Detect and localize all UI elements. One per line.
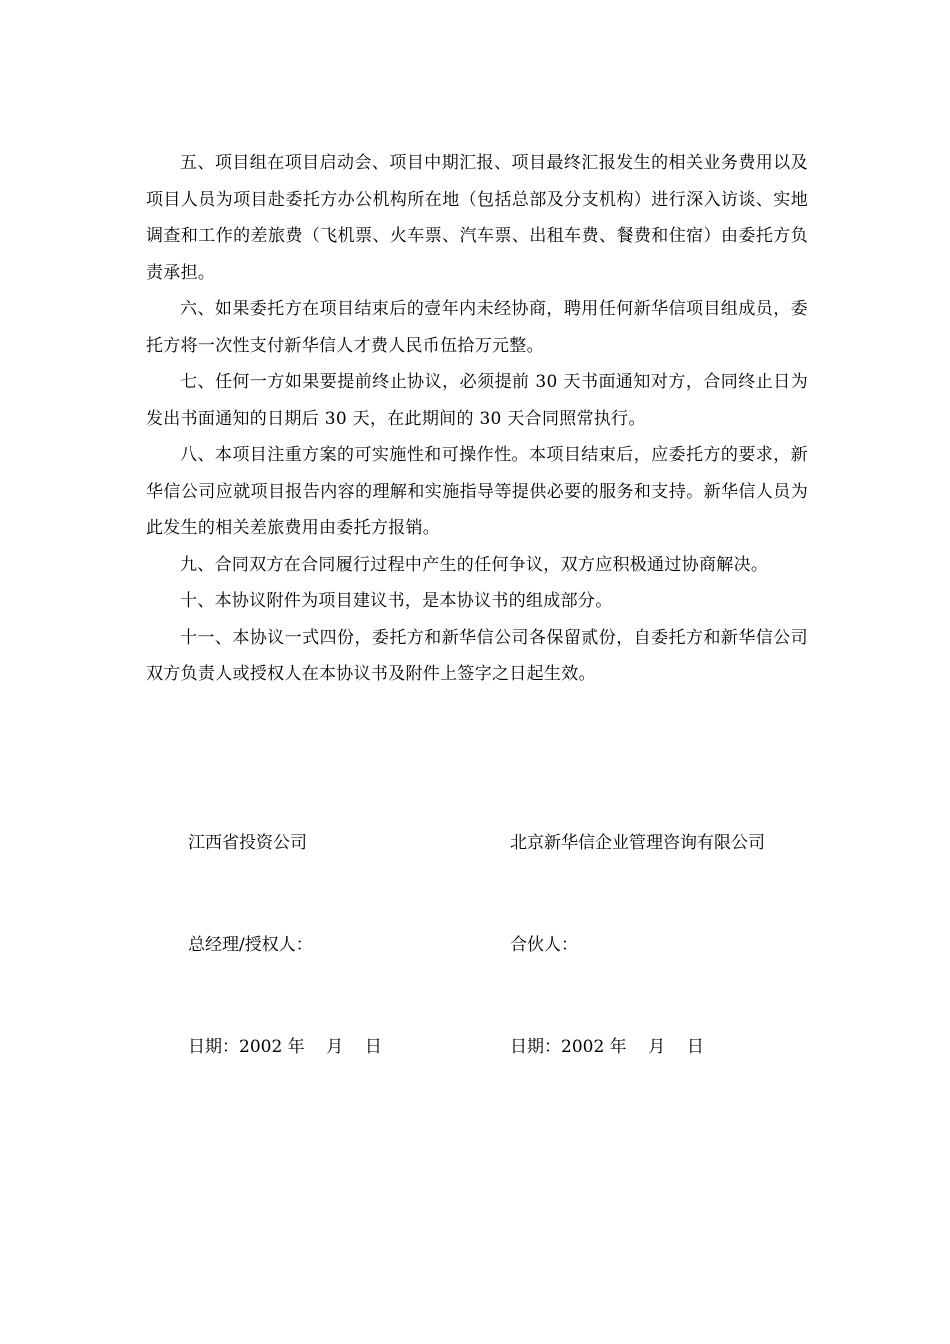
clause-8: 八、本项目注重方案的可实施性和可操作性。本项目结束后，应委托方的要求，新华信公司应就项目报告内容的理解和实施指导等提供必要的服务和支持。新华信人员为此发生的相关差旅费用由委托方报销。 [146, 445, 808, 538]
clause-7: 七、任何一方如果要提前终止协议，必须提前 30 天书面通知对方，合同终止日为发出书面通知的日期后 30 天，在此期间的 30 天合同照常执行。 [146, 372, 808, 429]
clause-5: 五、项目组在项目启动会、项目中期汇报、项目最终汇报发生的相关业务费用以及项目人员为项目赴委托方办公机构所在地（包括总部及分支机构）进行深入访谈、实地调查和工作的差旅费（飞机票、火车票、汽车票、出租车费、餐费和住宿）由委托方负责承担。 [146, 153, 808, 283]
signature-block-client [188, 758, 382, 1132]
client-signatory-role: 总经理/授权人： [188, 935, 313, 955]
client-sign-date: 日期：2002 年 月 日 [188, 1037, 382, 1057]
agreement-clauses [146, 145, 808, 693]
client-company-name: 江西省投资公司 [188, 833, 307, 853]
signature-block-consultant [510, 758, 765, 1132]
clause-6: 六、如果委托方在项目结束后的壹年内未经协商，聘用任何新华信项目组成员，委托方将一次性支付新华信人才费人民币伍拾万元整。 [146, 299, 808, 356]
consultant-sign-date: 日期：2002 年 月 日 [510, 1037, 704, 1057]
consultant-signatory-role: 合伙人： [510, 935, 578, 955]
clause-11: 十一、本协议一式四份，委托方和新华信公司各保留贰份，自委托方和新华信公司双方负责人或授权人在本协议书及附件上签字之日起生效。 [146, 627, 808, 684]
clause-9: 九、合同双方在合同履行过程中产生的任何争议，双方应积极通过协商解决。 [180, 554, 769, 575]
clause-10: 十、本协议附件为项目建议书，是本协议书的组成部分。 [180, 591, 613, 611]
consultant-company-name: 北京新华信企业管理咨询有限公司 [510, 833, 765, 853]
